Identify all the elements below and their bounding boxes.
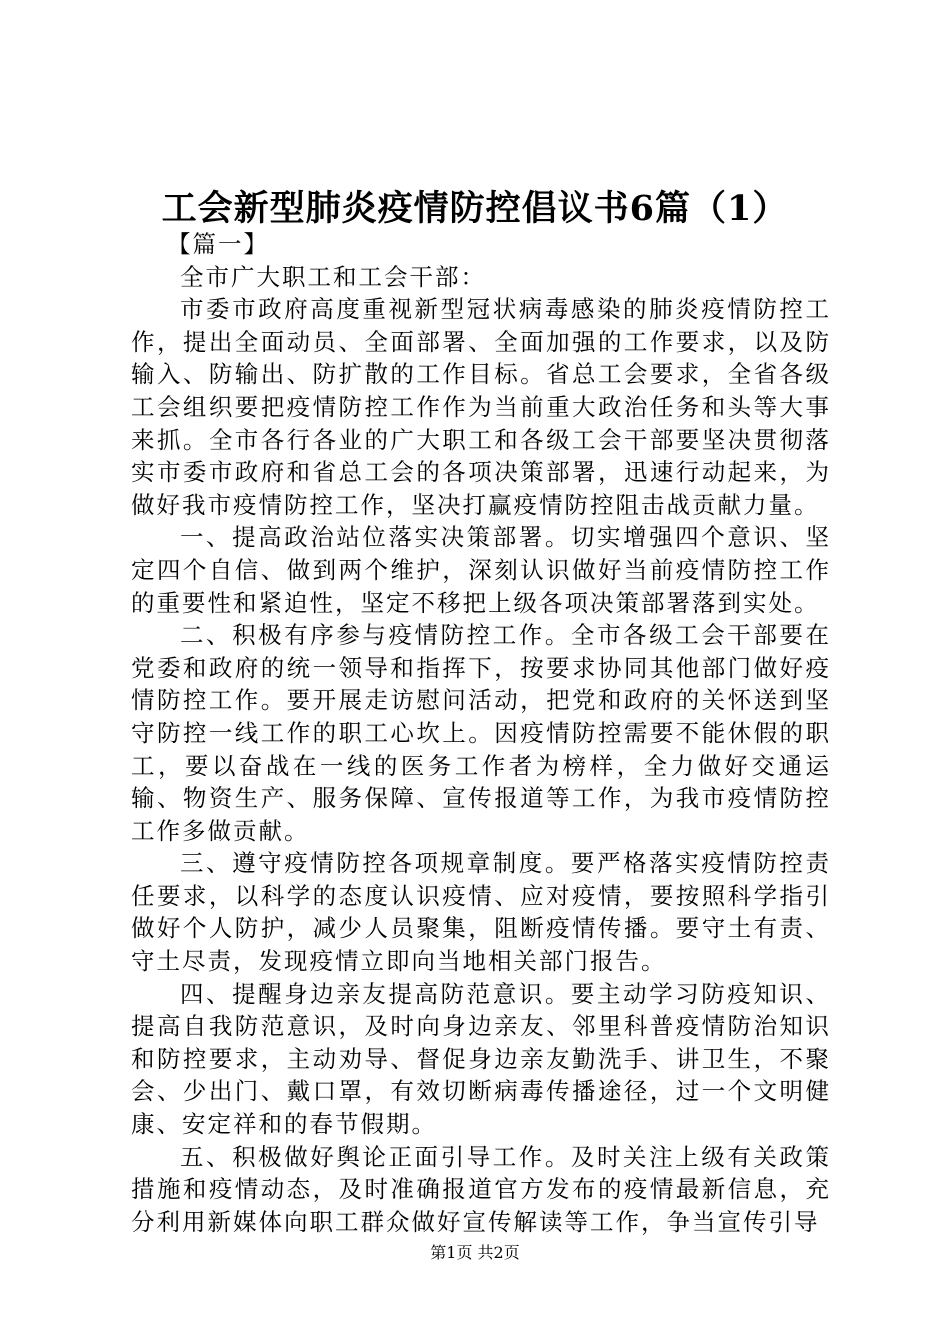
paragraph-intro: 市委市政府高度重视新型冠状病毒感染的肺炎疫情防控工作，提出全面动员、全面部署、全面加强的工作要求，以及防输入、防输出、防扩散的工作目标。省总工会要求，全省各级工会组织要把疫情防控工作作为当前重大政治任务和头等大事来抓。全市各行各业的广大职工和各级工会干部要坚决贯彻落实市委市政府和省总工会的各项决策部署，迅速行动起来，为做好我市疫情防控工作，坚决打赢疫情防控阻击战贡献力量。 bbox=[131, 295, 831, 519]
paragraph-point-3: 三、遵守疫情防控各项规章制度。要严格落实疫情防控责任要求，以科学的态度认识疫情、应对疫情，要按照科学指引做好个人防护，减少人员聚集，阻断疫情传播。要守土有责、守土尽责，发现疫情立即向当地相关部门报告。 bbox=[131, 849, 831, 976]
document-body bbox=[131, 228, 831, 1238]
paragraph-point-5: 五、积极做好舆论正面引导工作。及时关注上级有关政策措施和疫情动态，及时准确报道官方发布的疫情最新信息，充分利用新媒体向职工群众做好宣传解读等工作，争当宣传引导 bbox=[131, 1142, 831, 1236]
paragraph-point-1: 一、提高政治站位落实决策部署。切实增强四个意识、坚定四个自信、做到两个维护，深刻认识做好当前疫情防控工作的重要性和紧迫性，坚定不移把上级各项决策部署落到实处。 bbox=[131, 523, 831, 617]
page-number-footer: 第1页 共2页 bbox=[430, 1243, 520, 1262]
paragraph-point-4: 四、提醒身边亲友提高防范意识。要主动学习防疫知识、提高自我防范意识，及时向身边亲友、邻里科普疫情防治知识和防控要求，主动劝导、督促身边亲友勤洗手、讲卫生，不聚会、少出门、戴口罩，有效切断病毒传播途径，过一个文明健康、安定祥和的春节假期。 bbox=[131, 979, 831, 1139]
paragraph-point-2: 二、积极有序参与疫情防控工作。全市各级工会干部要在党委和政府的统一领导和指挥下，按要求协同其他部门做好疫情防控工作。要开展走访慰问活动，把党和政府的关怀送到坚守防控一线工作的职工心坎上。因疫情防控需要不能休假的职工，要以奋战在一线的医务工作者为榜样，全力做好交通运输、物资生产、服务保障、宣传报道等工作，为我市疫情防控工作多做贡献。 bbox=[131, 621, 831, 845]
section-label: 【篇一】 bbox=[167, 230, 269, 258]
document-title: 工会新型肺炎疫情防控倡议书6篇（1） bbox=[161, 188, 789, 229]
salutation: 全市广大职工和工会干部： bbox=[180, 262, 486, 291]
